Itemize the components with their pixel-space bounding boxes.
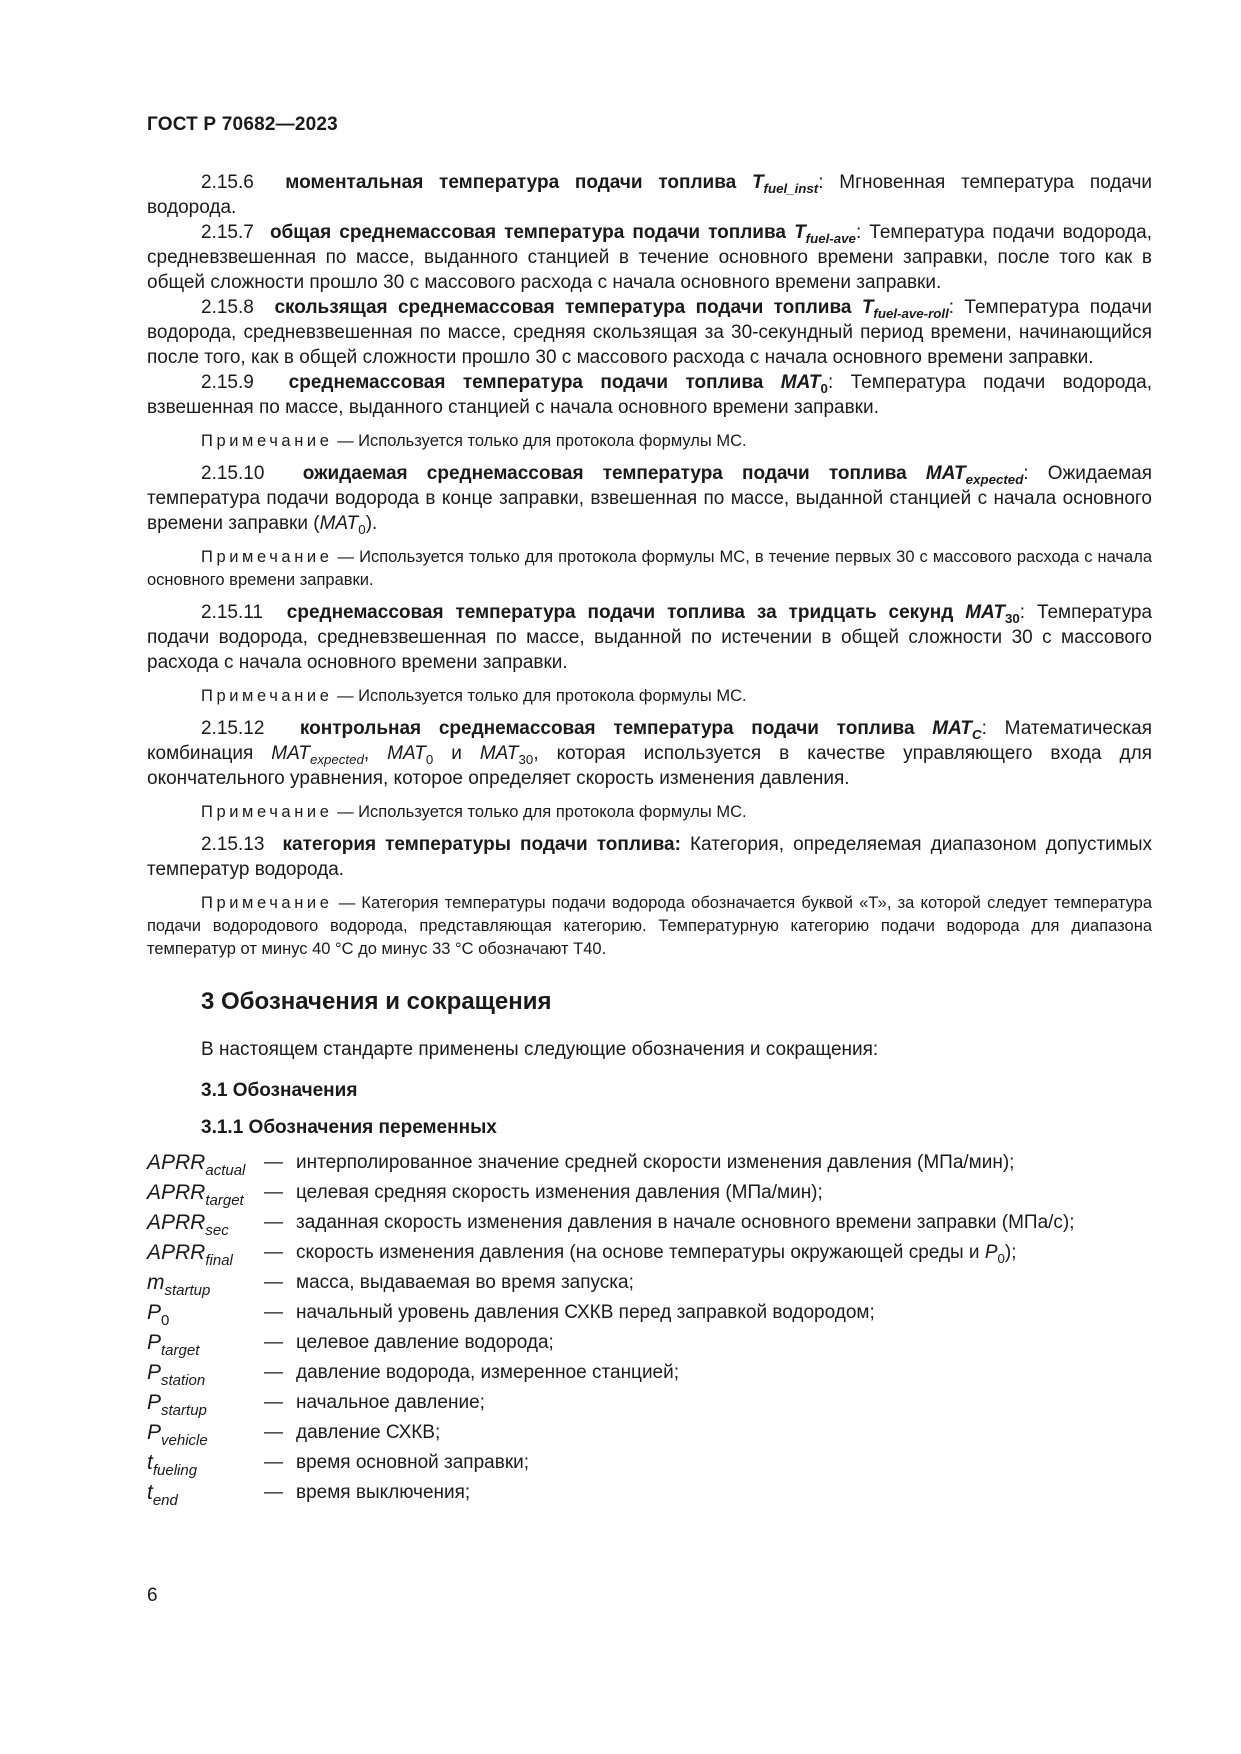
- term-entry-2-15-8: [147, 295, 1152, 370]
- symbol: $P_{station}$: [147, 1361, 206, 1389]
- symbol-definition: интерполированное значение средней скорости изменения давления (МПа/мин);: [296, 1152, 1015, 1173]
- symbol-definition: масса, выдаваемая во время запуска;: [296, 1272, 634, 1293]
- entry-definition: Ожидаемая температура подачи водорода в конце заправки, взвешенная по массе, выданной станцией с начала основного времени заправки (: [147, 463, 1152, 534]
- entry-number: 2.15.7: [201, 222, 254, 243]
- note-text: — Категория температуры подачи водорода обозначается буквой «Т», за которой следует температура подачи водородового водорода, представляющая категорию. Температурную категорию подачи водорода для диапазона температур от минус 40 °С до минус 33 °С обозначают Т40.: [147, 894, 1152, 958]
- symbol-definition: целевая средняя скорость изменения давления (МПа/мин);: [296, 1182, 823, 1203]
- note-label: Примечание: [201, 432, 333, 450]
- inline-symbol-sub: 0: [425, 752, 434, 767]
- entry-symbol-sub: 0: [820, 381, 828, 396]
- note-2: [147, 546, 1152, 592]
- entry-colon: :: [818, 172, 824, 193]
- entry-number: 2.15.11: [201, 602, 263, 623]
- symbol: $APRR_{sec}$: [147, 1211, 229, 1239]
- symbols-list: [147, 1150, 1152, 1510]
- note-text: — Используется только для протокола формулы МС.: [332, 687, 747, 705]
- entry-colon: :: [827, 372, 834, 393]
- entry-number: 2.15.13: [201, 834, 265, 855]
- dash: —: [264, 1212, 283, 1233]
- symbol: $APRR_{target}$: [147, 1181, 244, 1209]
- document-header: ГОСТ Р 70682—2023: [147, 114, 338, 135]
- symbol-row: [147, 1450, 1152, 1480]
- entry-definition: Мгновенная температура подачи водорода.: [147, 172, 1153, 218]
- dash: —: [264, 1242, 283, 1263]
- symbol-row: [147, 1480, 1152, 1510]
- section-3-intro: В настоящем стандарте применены следующие обозначения и сокращения:: [201, 1039, 879, 1060]
- entry-number: 2.15.8: [201, 297, 254, 318]
- entry-definition-end: , которая используется в качестве управляющего входа для окончательного уравнения, которое определяет скорость изменения давления.: [147, 743, 1153, 789]
- note-5: [147, 892, 1152, 961]
- entry-definition: Температура подачи водорода, средневзвешенная по массе, выданного станцией в течение основного времени заправки, после того как в общей сложности прошло 30 с массового расхода с начала основного времени заправки.: [147, 222, 1152, 293]
- entry-symbol-sub: expected: [965, 472, 1024, 487]
- symbol: $t_{end}$: [147, 1481, 178, 1509]
- symbol-definition: целевое давление водорода;: [296, 1332, 554, 1353]
- note-text: — Используется только для протокола формулы МС.: [332, 803, 747, 821]
- symbol: $P_{startup}$: [147, 1391, 207, 1419]
- inline-symbol: MAT: [387, 743, 426, 764]
- note-label: Примечание: [201, 894, 333, 912]
- note-label: Примечание: [201, 687, 333, 705]
- entry-symbol-sub: C: [972, 727, 982, 742]
- symbol-definition: начальное давление;: [296, 1392, 485, 1413]
- entry-definition-end: ).: [365, 513, 378, 534]
- entry-term: ожидаемая среднемассовая температура подачи топлива: [302, 463, 907, 484]
- entry-definition: Температура подачи водорода, средневзвешенная по массе, средняя скользящая за 30-секундный период времени, начинающийся после того, как в общей сложности прошло 30 с массового расхода с начала основного времени заправки.: [147, 297, 1152, 368]
- symbol-definition: давление водорода, измеренное станцией;: [296, 1362, 680, 1383]
- note-3: [147, 685, 1152, 708]
- note-label: Примечание: [201, 803, 333, 821]
- entry-number: 2.15.6: [201, 172, 254, 193]
- dash: —: [264, 1272, 283, 1293]
- entry-number: 2.15.12: [201, 718, 265, 739]
- symbol-row: [147, 1330, 1152, 1360]
- entry-definition: Математическая комбинация: [147, 718, 1152, 764]
- entry-number: 2.15.9: [201, 372, 254, 393]
- entry-definition: Категория, определяемая диапазоном допустимых температур водорода.: [147, 834, 1153, 880]
- term-entry-2-15-7: [147, 220, 1152, 295]
- entry-term: среднемассовая температура подачи топлива за тридцать секунд: [286, 602, 954, 623]
- term-entry-2-15-6: [147, 170, 1152, 220]
- symbol-row: [147, 1420, 1152, 1450]
- dash: —: [264, 1332, 283, 1353]
- note-1: [147, 430, 1152, 453]
- entry-colon: :: [1023, 463, 1029, 484]
- term-entry-2-15-13: [147, 832, 1152, 882]
- dash: —: [264, 1392, 283, 1413]
- entry-symbol: T: [794, 222, 806, 243]
- inline-symbol-sub: expected: [309, 752, 364, 767]
- entry-symbol: T: [751, 172, 764, 193]
- symbol: $P_0$: [147, 1301, 170, 1329]
- term-entry-2-15-12: [147, 716, 1152, 791]
- subsection-3-1-1-heading: 3.1.1 Обозначения переменных: [201, 1117, 497, 1138]
- dash: —: [264, 1452, 283, 1473]
- dash: —: [264, 1422, 283, 1443]
- inline-symbol-sub: 30: [518, 752, 534, 767]
- entry-symbol-sub: fuel_inst: [763, 181, 819, 196]
- entry-symbol-sub: fuel-ave: [805, 231, 856, 246]
- inline-symbol: MAT: [479, 743, 519, 764]
- symbol-row: [147, 1300, 1152, 1330]
- inline-symbol: MAT: [319, 513, 359, 534]
- dash: —: [264, 1482, 283, 1503]
- dash: —: [264, 1302, 283, 1323]
- page-number: 6: [147, 1585, 158, 1606]
- entry-colon: :: [981, 718, 987, 739]
- inline-symbol-sub: 0: [358, 522, 366, 537]
- inline-separator: ,: [363, 743, 388, 764]
- note-label: Примечание: [201, 548, 333, 566]
- note-text: — Используется только для протокола формулы МС, в течение первых 30 с массового расхода с начала основного времени заправки.: [147, 548, 1152, 589]
- symbol-definition: начальный уровень давления СХКВ перед заправкой водородом;: [296, 1302, 875, 1323]
- entry-term: скользящая среднемассовая температура подачи топлива: [274, 297, 852, 318]
- entry-symbol: MAT: [932, 718, 973, 739]
- entry-symbol: T: [861, 297, 874, 318]
- term-entry-2-15-10: [147, 461, 1152, 536]
- symbol: $m_{startup}$: [147, 1271, 211, 1299]
- symbol: $t_{fueling}$: [147, 1451, 198, 1479]
- symbol-row: [147, 1240, 1152, 1270]
- symbol: $APRR_{actual}$: [147, 1151, 246, 1179]
- entry-symbol: MAT: [925, 463, 966, 484]
- symbol-row: [147, 1360, 1152, 1390]
- symbol-definition: заданная скорость изменения давления в начале основного времени заправки (МПа/с);: [296, 1212, 1075, 1233]
- dash: —: [264, 1182, 283, 1203]
- entry-term: категория температуры подачи топлива:: [282, 834, 681, 855]
- inline-symbol: MAT: [271, 743, 310, 764]
- entry-symbol: MAT: [965, 602, 1005, 623]
- document-body: [147, 170, 1152, 1510]
- dash: —: [264, 1152, 283, 1173]
- entry-definition: Температура подачи водорода, взвешенная по массе, выданного станцией с начала основного времени заправки.: [147, 372, 1153, 418]
- subsection-3-1-heading: 3.1 Обозначения: [201, 1080, 358, 1101]
- inline-symbol: P: [984, 1242, 998, 1263]
- symbol-definition: время основной заправки;: [296, 1452, 530, 1473]
- dash: —: [264, 1362, 283, 1383]
- symbol-row: [147, 1210, 1152, 1240]
- entry-colon: :: [948, 297, 955, 318]
- entry-symbol-sub: 30: [1004, 611, 1020, 626]
- entry-colon: :: [855, 222, 862, 243]
- note-4: [147, 801, 1152, 824]
- symbol-definition: время выключения;: [296, 1482, 471, 1503]
- entry-symbol-sub: fuel-ave-roll: [873, 306, 949, 321]
- term-entry-2-15-11: [147, 600, 1152, 675]
- symbol: $P_{vehicle}$: [147, 1421, 208, 1449]
- entry-term: моментальная температура подачи топлива: [285, 172, 737, 193]
- symbol-definition: давление СХКВ;: [296, 1422, 441, 1443]
- symbol-row: [147, 1180, 1152, 1210]
- symbol-row: [147, 1270, 1152, 1300]
- entry-symbol: MAT: [780, 372, 821, 393]
- symbol: $P_{target}$: [147, 1331, 200, 1359]
- symbol-row: [147, 1390, 1152, 1420]
- entry-colon: :: [1019, 602, 1026, 623]
- symbol: $APRR_{final}$: [147, 1241, 233, 1269]
- note-text: — Используется только для протокола формулы МС.: [332, 432, 747, 450]
- term-entry-2-15-9: [147, 370, 1152, 420]
- entry-term: среднемассовая температура подачи топлива: [288, 372, 764, 393]
- symbol-row: [147, 1150, 1152, 1180]
- entry-definition: Температура подачи водорода, средневзвешенная по массе, выданной по истечении в общей сложности 30 с массового расхода с начала основного времени заправки.: [147, 602, 1153, 673]
- section-3-heading: 3 Обозначения и сокращения: [201, 988, 552, 1015]
- entry-term: общая среднемассовая температура подачи топлива: [269, 222, 786, 243]
- inline-separator: и: [433, 743, 480, 764]
- entry-term: контрольная среднемассовая температура подачи топлива: [299, 718, 915, 739]
- entry-number: 2.15.10: [201, 463, 265, 484]
- symbol-definition: скорость изменения давления (на основе температуры окружающей среды и $P_0$);: [296, 1242, 1017, 1266]
